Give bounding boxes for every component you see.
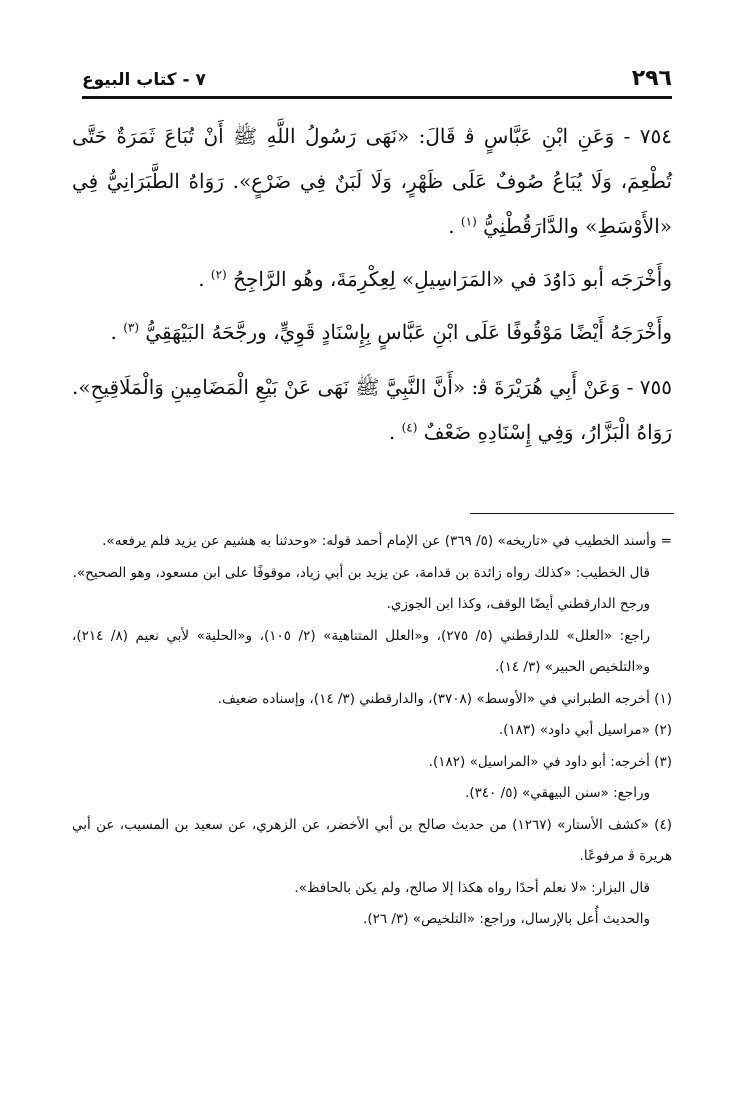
- hadith-755-text: ٧٥٥ - وَعَنْ أَبِي هُرَيْرَةَ ﭬ: «أَنَّ النَّبِيَّ ﷺ نَهَى عَنْ بَيْعِ الْمَضَامِينِ وَالْمَلَاقِيحِ». رَوَاهُ الْبَزَّارُ، وَفِي إِسْنَادِهِ ضَعْفٌ: [72, 375, 672, 444]
- page-header: [82, 66, 672, 99]
- footnote-continued-4: راجع: «العلل» للدارقطني (٥/ ٢٧٥)، و«العلل المتناهية» (٢/ ١٠٥)، و«الحلية» لأبي نعيم (٨/ ٢١٤)، و«التلخيص الحبير» (٣/ ١٤).: [72, 627, 651, 675]
- mursal-tail: .: [198, 267, 205, 291]
- mawquf-text: وأَخْرَجَهُ أَيْضًا مَوْقُوفًا عَلَى ابْنِ عَبَّاسٍ بِإِسْنَادٍ قَوِيٍّ، ورجَّحَهُ البَيْهَقِيُّ: [145, 320, 672, 344]
- hadith-754-paragraph: [72, 114, 672, 249]
- footnote-continued-1: = وأسند الخطيب في «تاريخه» (٥/ ٣٦٩) عن الإمام أحمد قوله: «وحدثنا به هشيم عن يزيد فلم يرفعه».: [102, 533, 672, 549]
- footnote-continued-3: ورجح الدارقطني أيضًا الوقف، وكذا ابن الجوزي.: [386, 596, 650, 612]
- footnote-2: (٢) «مراسيل أبي داود» (١٨٣).: [498, 722, 672, 738]
- hadith-755-paragraph: [72, 365, 672, 455]
- footnote-3-continued: وراجع: «سنن البيهقي» (٥/ ٣٤٠).: [465, 785, 650, 801]
- mursal-text: وأَخْرَجَه أبو دَاوُدَ في «المَرَاسِيلِ» لِعِكْرِمَةَ، وهُو الرَّاجِحُ: [233, 267, 672, 291]
- footnote-3: (٣) أخرجه: أبو داود في «المراسيل» (١٨٢).: [428, 753, 672, 770]
- footnote-1: (١) أخرجه الطبراني في «الأوسط» (٣٧٠٨)، والدارقطني (٣/ ١٤)، وإسناده ضعيف.: [217, 690, 672, 707]
- main-text: [72, 114, 672, 463]
- footnote-continued-2: قال الخطيب: «كذلك رواه زائدة بن قدامة، عن يزيد بن أبي زياد، موقوفًا على ابن مسعود، وهو الصحيح».: [72, 564, 650, 581]
- hadith-754-text: ٧٥٤ - وَعَنِ ابْنِ عَبَّاسٍ ﭬ قَالَ: «نَهَى رَسُولُ اللَّهِ ﷺ أَنْ تُبَاعَ ثَمَرَةٌ حَتَّى تُطْعِمَ، وَلَا يُبَاعُ صُوفٌ عَلَى ظَهْرٍ، وَلَا لَبَنٌ فِي ضَرْعٍ». رَوَاهُ الطَّبَرَانِيُّ فِي «الأَوْسَطِ» والدَّارَقُطْنِيُّ: [72, 124, 672, 238]
- footnote-ref-2: (٢): [210, 267, 227, 282]
- footnote-4-conclusion: والحديث أُعل بالإرسال، وراجع: «التلخيص» (٣/ ٢٦).: [363, 911, 650, 927]
- chapter-title: ٧ - كتاب البيوع: [82, 70, 206, 90]
- mawquf-paragraph: [72, 310, 672, 355]
- footnotes: [72, 526, 672, 936]
- footnote-divider: [470, 513, 674, 514]
- footnote-ref-3: (٣): [123, 320, 140, 335]
- page-number: ٢٩٦: [631, 66, 672, 91]
- footnote-ref-4: (٤): [401, 420, 418, 435]
- mawquf-tail: .: [110, 320, 117, 344]
- footnote-4: (٤) «كشف الأستار» (١٢٦٧) من حديث صالح بن أبي الأخضر، عن الزهري، عن سعيد بن المسيب، عن أبي هريرة ﭬ مرفوعًا.: [72, 816, 672, 864]
- footnote-4-quote: قال البزار: «لا نعلم أحدًا رواه هكذا إلا صالح، ولم يكن بالحافظ».: [294, 879, 650, 896]
- hadith-755-tail: .: [388, 420, 396, 444]
- footnote-ref-1: (١): [460, 214, 477, 229]
- mursal-paragraph: [72, 257, 672, 302]
- hadith-754-tail: .: [448, 214, 455, 238]
